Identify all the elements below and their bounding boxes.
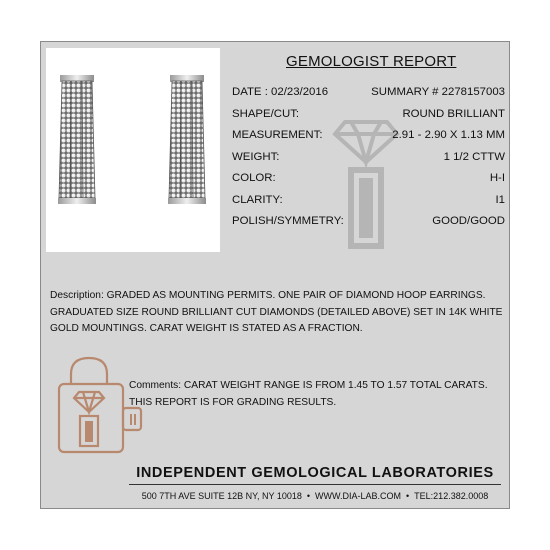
spec-row-header [232,82,505,104]
summary-number: SUMMARY # 2278157003 [371,86,505,98]
spec-value: I1 [495,193,505,206]
spec-row-weight [232,147,505,169]
spec-row-color [232,168,505,190]
lab-contact-line [129,491,501,501]
spec-label: SHAPE/CUT: [232,107,300,120]
description-text: Description: GRADED AS MOUNTING PERMITS. ONE PAIR OF DIAMOND HOOP EARRINGS. GRADUATED SIZE ROUND BRILLIANT CUT DIAMONDS (DETAILED ABOVE) SET IN 14K WHITE GOLD MOUNTINGS. CARAT WEIGHT IS STATED AS A FRACTION. [50,290,503,334]
left-earring [58,75,96,204]
report-date: DATE : 02/23/2016 [232,86,329,98]
separator-dot: • [406,491,410,501]
lab-address: 500 7TH AVE SUITE 12B NY, NY 10018 [141,491,302,501]
spec-row-polish [232,211,505,233]
spec-row-measurement [232,125,505,147]
gemologist-report-card [40,41,510,509]
divider [129,484,501,485]
spec-row-shape [232,104,505,126]
right-earring [168,75,206,204]
spec-label: MEASUREMENT: [232,129,323,141]
spec-value: GOOD/GOOD [432,215,505,227]
spec-value: H-I [489,172,505,184]
separator-dot: • [306,491,311,501]
spec-value: 2.91 - 2.90 X 1.13 MM [392,129,505,141]
comments-text: Comments: CARAT WEIGHT RANGE IS FROM 1.45 TO 1.57 TOTAL CARATS. THIS REPORT IS FOR GRADING RESULTS. [129,380,488,408]
product-photo [46,48,220,252]
lab-website-link[interactable]: WWW.DIA-LAB.COM [315,491,402,501]
lab-name: INDEPENDENT GEMOLOGICAL LABORATORIES [136,465,494,481]
spec-row-clarity [232,190,505,212]
spec-label: CLARITY: [232,193,283,206]
spec-label: POLISH/SYMMETRY: [232,215,344,227]
spec-value: 1 1/2 CTTW [443,150,505,163]
report-title: GEMOLOGIST REPORT [286,53,457,70]
lab-phone: TEL:212.382.0008 [414,491,489,501]
spec-value: ROUND BRILLIANT [402,107,505,120]
spec-table [232,82,505,233]
spec-label: WEIGHT: [232,150,280,163]
hoop-earrings-photo [46,48,220,252]
spec-label: COLOR: [232,172,276,184]
